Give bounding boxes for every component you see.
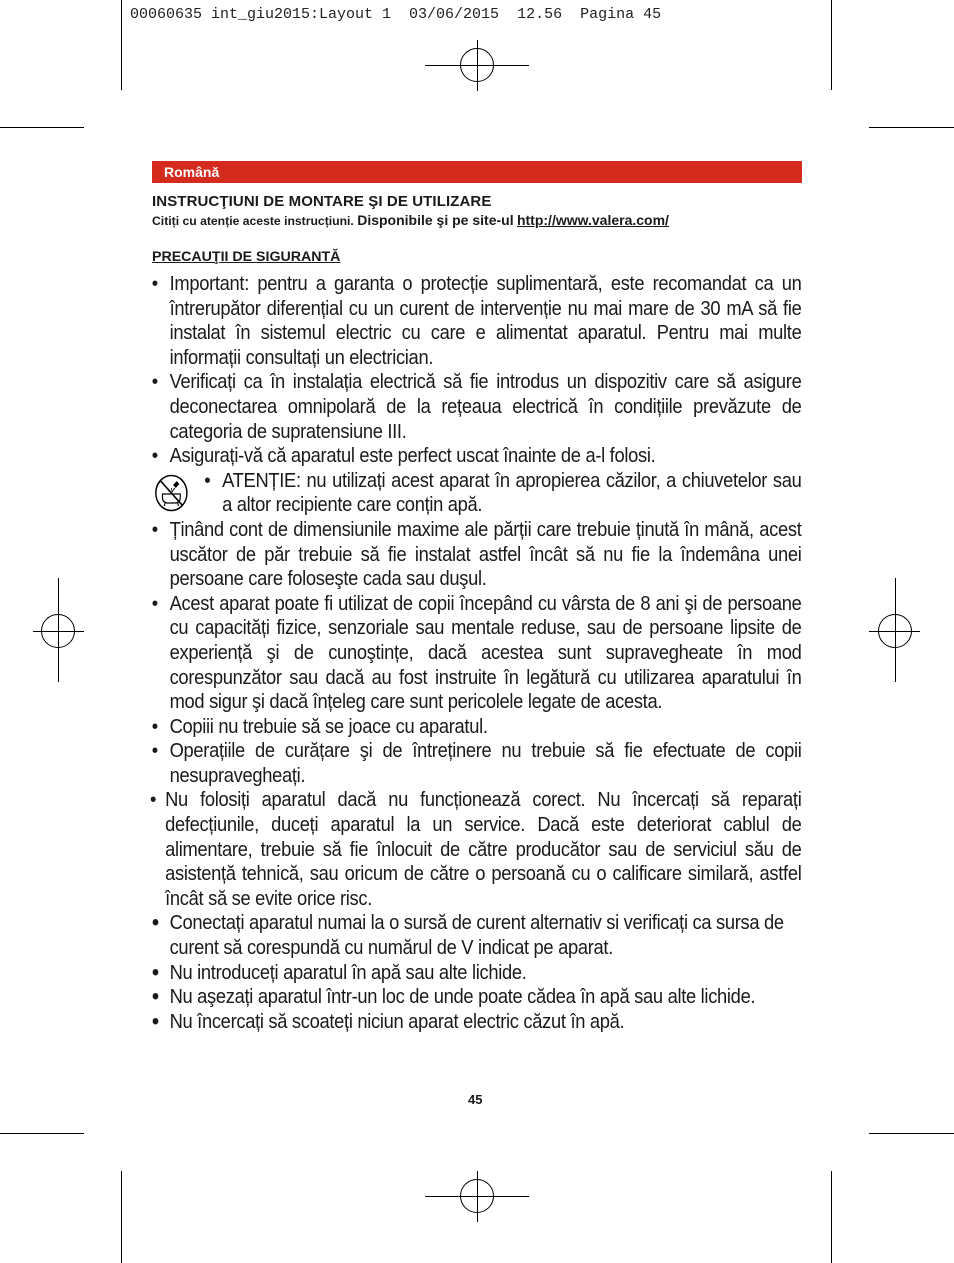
item-text: Acest aparat poate fi utilizat de copii începând cu vârsta de 8 ani şi de persoane cu capacități fizice, senzoriale sau mentale reduse, sau de persoane lipsite de experiență şi de cunoştințe, dacă acestea sunt supravegheate în mod corespunzător sau dacă au fost instruite în legătură cu utilizarea aparatului în mod sigur şi dacă înțeleg care sunt pericolele legate de acesta. bbox=[169, 591, 802, 714]
page-number: 45 bbox=[468, 1092, 483, 1107]
bullet: • bbox=[151, 958, 159, 986]
safety-list bbox=[150, 272, 801, 1034]
item-text: ATENȚIE: nu utilizați acest aparat în apropierea căzilor, a chiuvetelor sau a altor recipiente care conțin apă. bbox=[222, 468, 802, 517]
language-label: Română bbox=[164, 164, 220, 180]
item-text: Copiii nu trebuie să se joace cu aparatul. bbox=[169, 714, 488, 738]
item-text: Nu încercați să scoateți niciun aparat electric căzut în apă. bbox=[169, 1009, 625, 1033]
item-text: Important: pentru a garanta o protecție suplimentară, este recomandat ca un întrerupător diferențial cu un curent de intervenție nu mai mare de 30 mA să fie instalat în sistemul electric cu care e alimentat aparatul. Pentru mai multe informații consultați un electrician. bbox=[169, 272, 802, 369]
warning-item bbox=[150, 469, 801, 518]
crop-mark bbox=[121, 0, 122, 90]
read-note: Citiți cu atenție aceste instrucțiuni. bbox=[152, 214, 354, 228]
website-link[interactable]: http://www.valera.com/ bbox=[516, 212, 669, 228]
print-slug: 00060635 int_giu2015:Layout 1 03/06/2015 12.56 Pagina 45 bbox=[130, 6, 662, 23]
list-item bbox=[150, 370, 801, 444]
list-item bbox=[150, 272, 801, 370]
item-text: Verificați ca în instalația electrică să fie introdus un dispozitiv care să asigure deconectarea omnipolară de la rețeaua electrică în condițiile prevăzute de categoria de supratensiune III. bbox=[169, 370, 802, 443]
item-text: Asigurați-vă că aparatul este perfect uscat înainte de a-l folosi. bbox=[169, 444, 656, 468]
list-item bbox=[150, 739, 801, 788]
section-title: PRECAUŢII DE SIGURANTĂ bbox=[152, 249, 341, 265]
list-item bbox=[150, 444, 801, 469]
crop-mark bbox=[831, 1171, 832, 1263]
bullet: • bbox=[151, 909, 159, 937]
no-water-bath-icon bbox=[154, 473, 190, 513]
crop-mark bbox=[0, 127, 84, 128]
bullet: • bbox=[151, 591, 158, 615]
list-item bbox=[150, 958, 801, 986]
list-item bbox=[150, 592, 801, 715]
list-item bbox=[150, 911, 801, 960]
bullet: • bbox=[151, 1007, 159, 1035]
list-item bbox=[150, 715, 801, 740]
bullet: • bbox=[151, 983, 159, 1011]
language-bar bbox=[152, 161, 802, 183]
document-subtitle bbox=[152, 212, 669, 228]
list-item bbox=[150, 788, 801, 911]
bullet: • bbox=[151, 739, 158, 763]
item-text: Ținând cont de dimensiunile maxime ale părții care trebuie ținută în mână, acest uscător de păr trebuie să fie instalat astfel încât să nu fie la îndemâna unei persoane care foloseşte cada sau duşul. bbox=[169, 517, 802, 591]
availability-note: Disponibile şi pe site-ul bbox=[357, 212, 514, 228]
bullet: • bbox=[204, 468, 211, 492]
item-text: Conectați aparatul numai la o sursă de curent alternativ si verificați ca sursa de curent să corespundă cu numărul de V indicat pe aparat. bbox=[169, 911, 784, 960]
crop-mark bbox=[831, 0, 832, 90]
list-item bbox=[150, 985, 801, 1010]
item-text: Operațiile de curățare şi de întreținere nu trebuie să fie efectuate de copii nesupravegheați. bbox=[169, 739, 802, 787]
bullet: • bbox=[151, 370, 158, 394]
bullet: • bbox=[151, 714, 158, 738]
crop-mark bbox=[869, 1133, 954, 1134]
bullet: • bbox=[151, 517, 158, 541]
bullet: • bbox=[151, 272, 158, 295]
document-title: INSTRUCŢIUNI DE MONTARE ŞI DE UTILIZARE bbox=[152, 193, 492, 210]
list-item bbox=[150, 518, 801, 592]
crop-mark bbox=[121, 1171, 122, 1263]
item-text: Nu folosiți aparatul dacă nu funcționează corect. Nu încercați să reparați defecțiunile, duceți aparatul la un service. Dacă este deteriorat cablul de alimentare, trebuie să fie înlocuit de către producător sau de serviciul său de asistență tehnică, sau oricum de către o persoană cu o calificare similară, astfel încât să se evite orice risc. bbox=[165, 788, 802, 910]
item-text: Nu aşezați aparatul într-un loc de unde poate cădea în apă sau alte lichide. bbox=[169, 985, 756, 1009]
crop-mark bbox=[0, 1133, 84, 1134]
bullet: • bbox=[150, 788, 157, 812]
bullet: • bbox=[151, 444, 158, 468]
item-text: Nu introduceți aparatul în apă sau alte lichide. bbox=[169, 960, 527, 984]
list-item bbox=[150, 1007, 801, 1035]
crop-mark bbox=[869, 127, 954, 128]
